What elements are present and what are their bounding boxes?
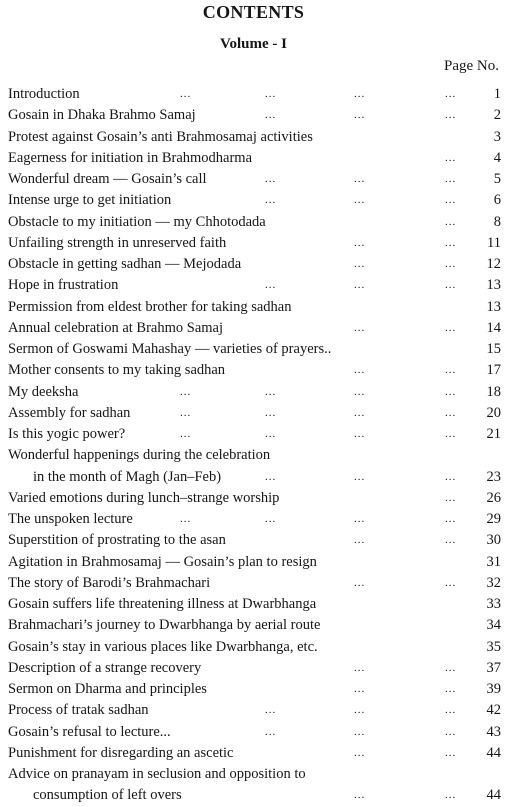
dot-leader: ... xyxy=(445,513,457,525)
toc-entry xyxy=(8,212,501,233)
entry-title-continuation: consumption of left overs xyxy=(33,787,182,804)
entry-page-number: 44 xyxy=(486,787,501,804)
dot-leader: ... xyxy=(354,704,366,717)
dot-leader: ... xyxy=(445,215,457,228)
entry-title: Obstacle in getting sadhan — Mejodada xyxy=(8,256,242,272)
dot-leader: ... xyxy=(445,470,457,483)
contents-title: CONTENTS xyxy=(202,2,305,22)
entry-page-number: 37 xyxy=(486,659,501,676)
entry-title: Eagerness for initiation in Brahmodharma xyxy=(8,149,253,166)
entry-title: Punishment for disregarding an ascetic xyxy=(8,744,234,761)
dot-leader: ... xyxy=(445,385,457,398)
entry-title: Unfailing strength in unreserved faith xyxy=(8,234,227,251)
dot-leader: ... xyxy=(265,279,277,292)
entry-title: Sermon on Dharma and principles xyxy=(8,681,207,697)
toc-entry xyxy=(8,360,501,381)
entry-page-number: 42 xyxy=(486,702,501,719)
toc-entry xyxy=(8,573,501,594)
toc-entry xyxy=(8,700,501,721)
dot-leader: ... xyxy=(445,88,457,100)
toc-entry xyxy=(8,105,501,126)
entry-page-number: 39 xyxy=(486,681,501,697)
dot-leader: ... xyxy=(265,385,277,398)
dot-leader: ... xyxy=(354,683,366,695)
toc-entry xyxy=(8,743,501,764)
toc-entry xyxy=(8,382,501,403)
toc-entry xyxy=(8,148,501,169)
dot-leader: ... xyxy=(180,513,192,525)
toc-entry xyxy=(8,233,501,254)
entry-page-number: 32 xyxy=(486,574,501,591)
entry-title: Wonderful dream — Gosain’s call xyxy=(8,171,207,187)
dot-leader: ... xyxy=(354,385,366,398)
dot-leader: ... xyxy=(354,513,366,525)
entry-title: Brahmachari’s journey to Dwarbhanga by aerial route xyxy=(8,617,321,634)
entry-page-number: 14 xyxy=(486,319,501,336)
dot-leader: ... xyxy=(354,789,366,802)
entry-title: Assembly for sadhan xyxy=(8,404,131,421)
page-number-header: Page No. xyxy=(444,58,499,74)
dot-leader: ... xyxy=(445,661,457,674)
entry-title: Gosain suffers life threatening illness at Dwarbhanga xyxy=(8,596,317,612)
entry-title-continuation: in the month of Magh (Jan–Feb) xyxy=(33,468,222,485)
toc-entry xyxy=(8,552,501,573)
entry-page-number: 15 xyxy=(486,341,501,357)
entry-page-number: 21 xyxy=(486,426,501,442)
entry-title: Gosain’s stay in various places like Dwarbhanga, etc. xyxy=(8,638,318,655)
entry-page-number: 13 xyxy=(486,298,501,315)
dot-leader: ... xyxy=(180,385,192,398)
entry-title: Intense urge to get initiation xyxy=(8,192,172,209)
entry-title: The story of Barodi’s Brahmachari xyxy=(8,574,211,591)
entry-page-number: 29 xyxy=(486,511,501,527)
entry-page-number: 31 xyxy=(486,553,501,570)
dot-leader: ... xyxy=(354,194,366,207)
entry-title: Obstacle to my initiation — my Chhotodada xyxy=(8,213,266,230)
entry-title: Description of a strange recovery xyxy=(8,659,202,676)
dot-leader: ... xyxy=(265,704,277,717)
entry-page-number: 26 xyxy=(486,489,501,506)
entry-page-number: 34 xyxy=(486,617,501,634)
entry-title: Annual celebration at Brahmo Samaj xyxy=(8,319,224,336)
dot-leader: ... xyxy=(354,88,366,100)
entry-page-number: 13 xyxy=(486,277,501,294)
toc-entry xyxy=(8,658,501,679)
dot-leader: ... xyxy=(354,746,366,759)
dot-leader: ... xyxy=(445,279,457,292)
entry-title: Is this yogic power? xyxy=(8,426,126,442)
dot-leader: ... xyxy=(354,364,366,377)
dot-leader: ... xyxy=(354,258,366,270)
entry-page-number: 5 xyxy=(493,171,501,187)
dot-leader: ... xyxy=(354,661,366,674)
entry-page-number: 33 xyxy=(486,596,501,612)
toc-entry xyxy=(8,190,501,211)
dot-leader: ... xyxy=(354,725,366,738)
toc-entry xyxy=(8,297,501,318)
entry-title: My deeksha xyxy=(8,383,79,400)
dot-leader: ... xyxy=(354,576,366,589)
dot-leader: ... xyxy=(445,321,457,334)
toc-entry xyxy=(8,318,501,339)
volume-heading: Volume - I xyxy=(220,36,287,52)
entry-page-number: 2 xyxy=(493,107,501,124)
dot-leader: ... xyxy=(354,321,366,334)
dot-leader: ... xyxy=(265,173,277,185)
entry-title: Superstition of prostrating to the asan xyxy=(8,532,226,549)
entry-title: Gosain’s refusal to lecture... xyxy=(8,723,171,740)
dot-leader: ... xyxy=(445,704,457,717)
entry-page-number: 44 xyxy=(486,744,501,761)
dot-leader: ... xyxy=(445,789,457,802)
dot-leader: ... xyxy=(354,534,366,547)
dot-leader: ... xyxy=(265,406,277,419)
toc-entry xyxy=(8,403,501,424)
entry-title: Process of tratak sadhan xyxy=(8,702,149,719)
dot-leader: ... xyxy=(354,236,366,249)
dot-leader: ... xyxy=(265,725,277,738)
dot-leader: ... xyxy=(445,534,457,547)
entry-page-number: 4 xyxy=(493,149,501,166)
dot-leader: ... xyxy=(445,683,457,695)
entry-page-number: 43 xyxy=(486,723,501,740)
dot-leader: ... xyxy=(445,725,457,738)
entry-page-number: 35 xyxy=(486,638,501,655)
dot-leader: ... xyxy=(354,406,366,419)
table-of-contents xyxy=(8,84,501,807)
entry-title: Permission from eldest brother for taking sadhan xyxy=(8,298,292,315)
toc-entry xyxy=(8,339,501,360)
entry-page-number: 30 xyxy=(486,532,501,549)
entry-title: Wonderful happenings during the celebration xyxy=(8,447,271,464)
dot-leader: ... xyxy=(445,258,457,270)
toc-entry xyxy=(8,615,501,636)
dot-leader: ... xyxy=(445,194,457,207)
entry-page-number: 20 xyxy=(486,404,501,421)
dot-leader: ... xyxy=(445,491,457,504)
dot-leader: ... xyxy=(354,428,366,440)
toc-entry xyxy=(8,275,501,296)
toc-entry xyxy=(8,679,501,700)
dot-leader: ... xyxy=(445,576,457,589)
toc-entry xyxy=(8,488,501,509)
entry-title: The unspoken lecture xyxy=(8,511,133,527)
toc-entry xyxy=(8,594,501,615)
dot-leader: ... xyxy=(445,151,457,164)
entry-title: Protest against Gosain’s anti Brahmosamaj activities xyxy=(8,128,313,145)
dot-leader: ... xyxy=(265,194,277,207)
dot-leader: ... xyxy=(180,406,192,419)
dot-leader: ... xyxy=(445,428,457,440)
toc-entry xyxy=(8,169,501,190)
dot-leader: ... xyxy=(265,88,277,100)
dot-leader: ... xyxy=(180,428,192,440)
toc-entry xyxy=(8,764,501,807)
dot-leader: ... xyxy=(445,173,457,185)
toc-entry xyxy=(8,530,501,551)
entry-title: Introduction xyxy=(8,86,80,102)
dot-leader: ... xyxy=(265,428,277,440)
toc-entry xyxy=(8,445,501,488)
toc-entry xyxy=(8,637,501,658)
dot-leader: ... xyxy=(354,279,366,292)
entry-title: Advice on pranayam in seclusion and opposition to xyxy=(8,766,306,782)
entry-page-number: 18 xyxy=(486,383,501,400)
toc-entry xyxy=(8,84,501,105)
toc-entry xyxy=(8,424,501,445)
entry-title: Agitation in Brahmosamaj — Gosain’s plan to resign xyxy=(8,553,317,570)
dot-leader: ... xyxy=(445,406,457,419)
dot-leader: ... xyxy=(265,109,277,122)
toc-entry xyxy=(8,509,501,530)
dot-leader: ... xyxy=(265,513,277,525)
entry-title: Gosain in Dhaka Brahmo Samaj xyxy=(8,107,196,124)
dot-leader: ... xyxy=(354,470,366,483)
toc-entry xyxy=(8,254,501,275)
entry-page-number: 11 xyxy=(487,234,501,251)
dot-leader: ... xyxy=(180,88,192,100)
entry-page-number: 8 xyxy=(493,213,501,230)
toc-entry xyxy=(8,127,501,148)
dot-leader: ... xyxy=(354,109,366,122)
dot-leader: ... xyxy=(445,109,457,122)
entry-page-number: 17 xyxy=(486,362,501,379)
dot-leader: ... xyxy=(445,746,457,759)
entry-title: Hope in frustration xyxy=(8,277,119,294)
dot-leader: ... xyxy=(265,470,277,483)
entry-page-number: 6 xyxy=(493,192,501,209)
dot-leader: ... xyxy=(445,236,457,249)
entry-page-number: 3 xyxy=(493,128,501,145)
entry-page-number: 1 xyxy=(493,86,501,102)
entry-title: Mother consents to my taking sadhan xyxy=(8,362,226,379)
entry-page-number: 12 xyxy=(486,256,501,272)
entry-page-number: 23 xyxy=(486,468,501,485)
entry-title: Varied emotions during lunch–strange worship xyxy=(8,489,280,506)
dot-leader: ... xyxy=(354,173,366,185)
entry-title: Sermon of Goswami Mahashay — varieties of prayers.. xyxy=(8,341,332,357)
dot-leader: ... xyxy=(445,364,457,377)
toc-entry xyxy=(8,722,501,743)
